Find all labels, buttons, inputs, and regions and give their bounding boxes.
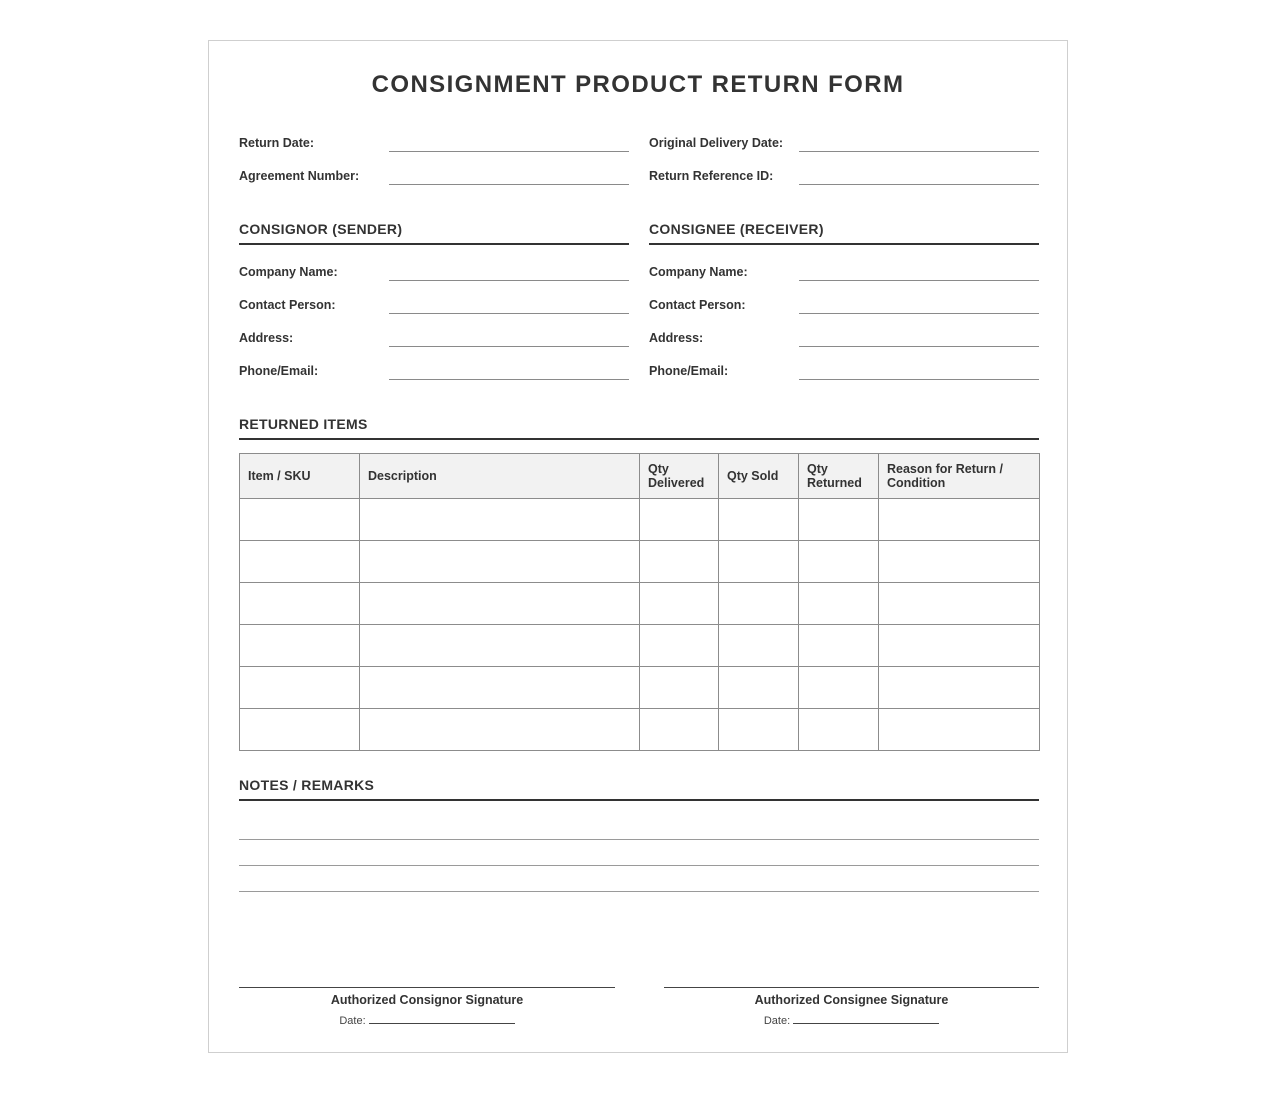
table-cell[interactable]	[879, 625, 1040, 667]
table-cell[interactable]	[719, 709, 799, 751]
return-date-input-line[interactable]	[389, 151, 629, 152]
table-cell[interactable]	[719, 583, 799, 625]
original-delivery-date-label: Original Delivery Date:	[649, 136, 784, 150]
agreement-number-field[interactable]	[239, 169, 629, 191]
consignor-address-input-line[interactable]	[389, 346, 629, 347]
consignor-address-label: Address:	[239, 331, 294, 345]
table-cell[interactable]	[360, 625, 640, 667]
consignee-signature-label: Authorized Consignee Signature	[754, 993, 949, 1007]
column-header-reason-condition	[879, 454, 1040, 499]
table-cell[interactable]	[240, 709, 360, 751]
original-delivery-date-input-line[interactable]	[799, 151, 1039, 152]
table-cell[interactable]	[240, 541, 360, 583]
consignee-phone-email-field[interactable]	[649, 364, 1039, 386]
consignor-contact-person-label: Contact Person:	[239, 298, 336, 312]
table-row	[240, 709, 1040, 751]
consignor-date-input-line[interactable]	[369, 1013, 515, 1024]
consignee-signature-line[interactable]	[664, 987, 1039, 988]
notes-section-heading	[239, 777, 1039, 801]
reason-condition-header-text: Reason for Return / Condition	[887, 462, 1003, 490]
table-cell[interactable]	[640, 583, 719, 625]
return-date-label: Return Date:	[239, 136, 315, 150]
column-header-item-sku: Item / SKU	[240, 454, 360, 499]
table-cell[interactable]	[879, 541, 1040, 583]
table-cell[interactable]	[799, 667, 879, 709]
consignee-signature-block	[664, 987, 1039, 1047]
agreement-number-label: Agreement Number:	[239, 169, 360, 183]
table-cell[interactable]	[719, 499, 799, 541]
table-cell[interactable]	[360, 709, 640, 751]
consignee-company-name-input-line[interactable]	[799, 280, 1039, 281]
table-cell[interactable]	[640, 499, 719, 541]
consignee-phone-email-label: Phone/Email:	[649, 364, 729, 378]
table-cell[interactable]	[719, 667, 799, 709]
table-cell[interactable]	[719, 625, 799, 667]
consignor-company-name-label: Company Name:	[239, 265, 338, 279]
table-cell[interactable]	[879, 583, 1040, 625]
consignee-date-input-line[interactable]	[793, 1013, 939, 1024]
consignee-address-input-line[interactable]	[799, 346, 1039, 347]
table-cell[interactable]	[360, 667, 640, 709]
table-cell[interactable]	[360, 583, 640, 625]
table-cell[interactable]	[799, 709, 879, 751]
table-cell[interactable]	[879, 499, 1040, 541]
table-cell[interactable]	[640, 625, 719, 667]
form-title: CONSIGNMENT PRODUCT RETURN FORM	[371, 71, 905, 98]
return-reference-id-label: Return Reference ID:	[649, 169, 774, 183]
column-header-qty-delivered	[640, 454, 719, 499]
consignee-date-label: Date:	[763, 1015, 791, 1027]
consignor-signature-block	[239, 987, 615, 1047]
original-delivery-date-field[interactable]	[649, 136, 1039, 158]
table-cell[interactable]	[640, 667, 719, 709]
table-cell[interactable]	[640, 709, 719, 751]
consignee-signature-date	[664, 1013, 1039, 1027]
consignee-contact-person-field[interactable]	[649, 298, 1039, 320]
consignor-section-heading	[239, 221, 629, 245]
consignee-address-field[interactable]	[649, 331, 1039, 353]
form-page	[208, 40, 1068, 1053]
table-cell[interactable]	[799, 583, 879, 625]
table-cell[interactable]	[799, 499, 879, 541]
consignor-contact-person-field[interactable]	[239, 298, 629, 320]
table-cell[interactable]	[879, 667, 1040, 709]
consignee-section-heading	[649, 221, 1039, 245]
consignee-company-name-label: Company Name:	[649, 265, 748, 279]
table-cell[interactable]	[799, 541, 879, 583]
table-row	[240, 499, 1040, 541]
table-cell[interactable]	[240, 499, 360, 541]
table-cell[interactable]	[240, 667, 360, 709]
table-header-row	[240, 454, 1040, 499]
consignor-address-field[interactable]	[239, 331, 629, 353]
consignor-date-label: Date:	[339, 1015, 366, 1027]
returned-items-section-heading	[239, 416, 1039, 440]
returned-items-heading-text: RETURNED ITEMS	[239, 416, 368, 432]
notes-heading-text: NOTES / REMARKS	[239, 777, 375, 793]
consignee-phone-email-input-line[interactable]	[799, 379, 1039, 380]
consignee-heading-text: CONSIGNEE (RECEIVER)	[649, 221, 824, 237]
consignee-contact-person-input-line[interactable]	[799, 313, 1039, 314]
consignee-company-name-field[interactable]	[649, 265, 1039, 287]
notes-line-3[interactable]	[239, 891, 1039, 892]
consignor-phone-email-input-line[interactable]	[389, 379, 629, 380]
table-cell[interactable]	[799, 625, 879, 667]
table-row	[240, 625, 1040, 667]
table-cell[interactable]	[879, 709, 1040, 751]
consignor-phone-email-field[interactable]	[239, 364, 629, 386]
table-cell[interactable]	[360, 499, 640, 541]
qty-delivered-header-text: Qty Delivered	[648, 462, 705, 490]
table-cell[interactable]	[240, 625, 360, 667]
consignor-company-name-field[interactable]	[239, 265, 629, 287]
table-cell[interactable]	[640, 541, 719, 583]
column-header-description: Description	[360, 454, 640, 499]
notes-line-2[interactable]	[239, 865, 1039, 866]
consignor-signature-label: Authorized Consignor Signature	[330, 993, 524, 1007]
consignee-address-label: Address:	[649, 331, 704, 345]
notes-line-1[interactable]	[239, 839, 1039, 840]
consignor-heading-text: CONSIGNOR (SENDER)	[239, 221, 403, 237]
table-cell[interactable]	[719, 541, 799, 583]
consignor-signature-line[interactable]	[239, 987, 615, 988]
return-reference-id-field[interactable]	[649, 169, 1039, 191]
qty-returned-header-text: Qty Returned	[807, 462, 862, 490]
consignor-signature-date	[239, 1013, 615, 1027]
agreement-number-input-line[interactable]	[389, 184, 629, 185]
returned-items-table	[239, 453, 1040, 751]
table-row	[240, 667, 1040, 709]
consignor-contact-person-input-line[interactable]	[389, 313, 629, 314]
consignor-phone-email-label: Phone/Email:	[239, 364, 319, 378]
table-cell[interactable]	[360, 541, 640, 583]
consignor-company-name-input-line[interactable]	[389, 280, 629, 281]
consignee-contact-person-label: Contact Person:	[649, 298, 746, 312]
table-row	[240, 541, 1040, 583]
return-reference-id-input-line[interactable]	[799, 184, 1039, 185]
column-header-qty-sold: Qty Sold	[719, 454, 799, 499]
column-header-qty-returned	[799, 454, 879, 499]
table-row	[240, 583, 1040, 625]
table-cell[interactable]	[240, 583, 360, 625]
return-date-field[interactable]	[239, 136, 629, 158]
